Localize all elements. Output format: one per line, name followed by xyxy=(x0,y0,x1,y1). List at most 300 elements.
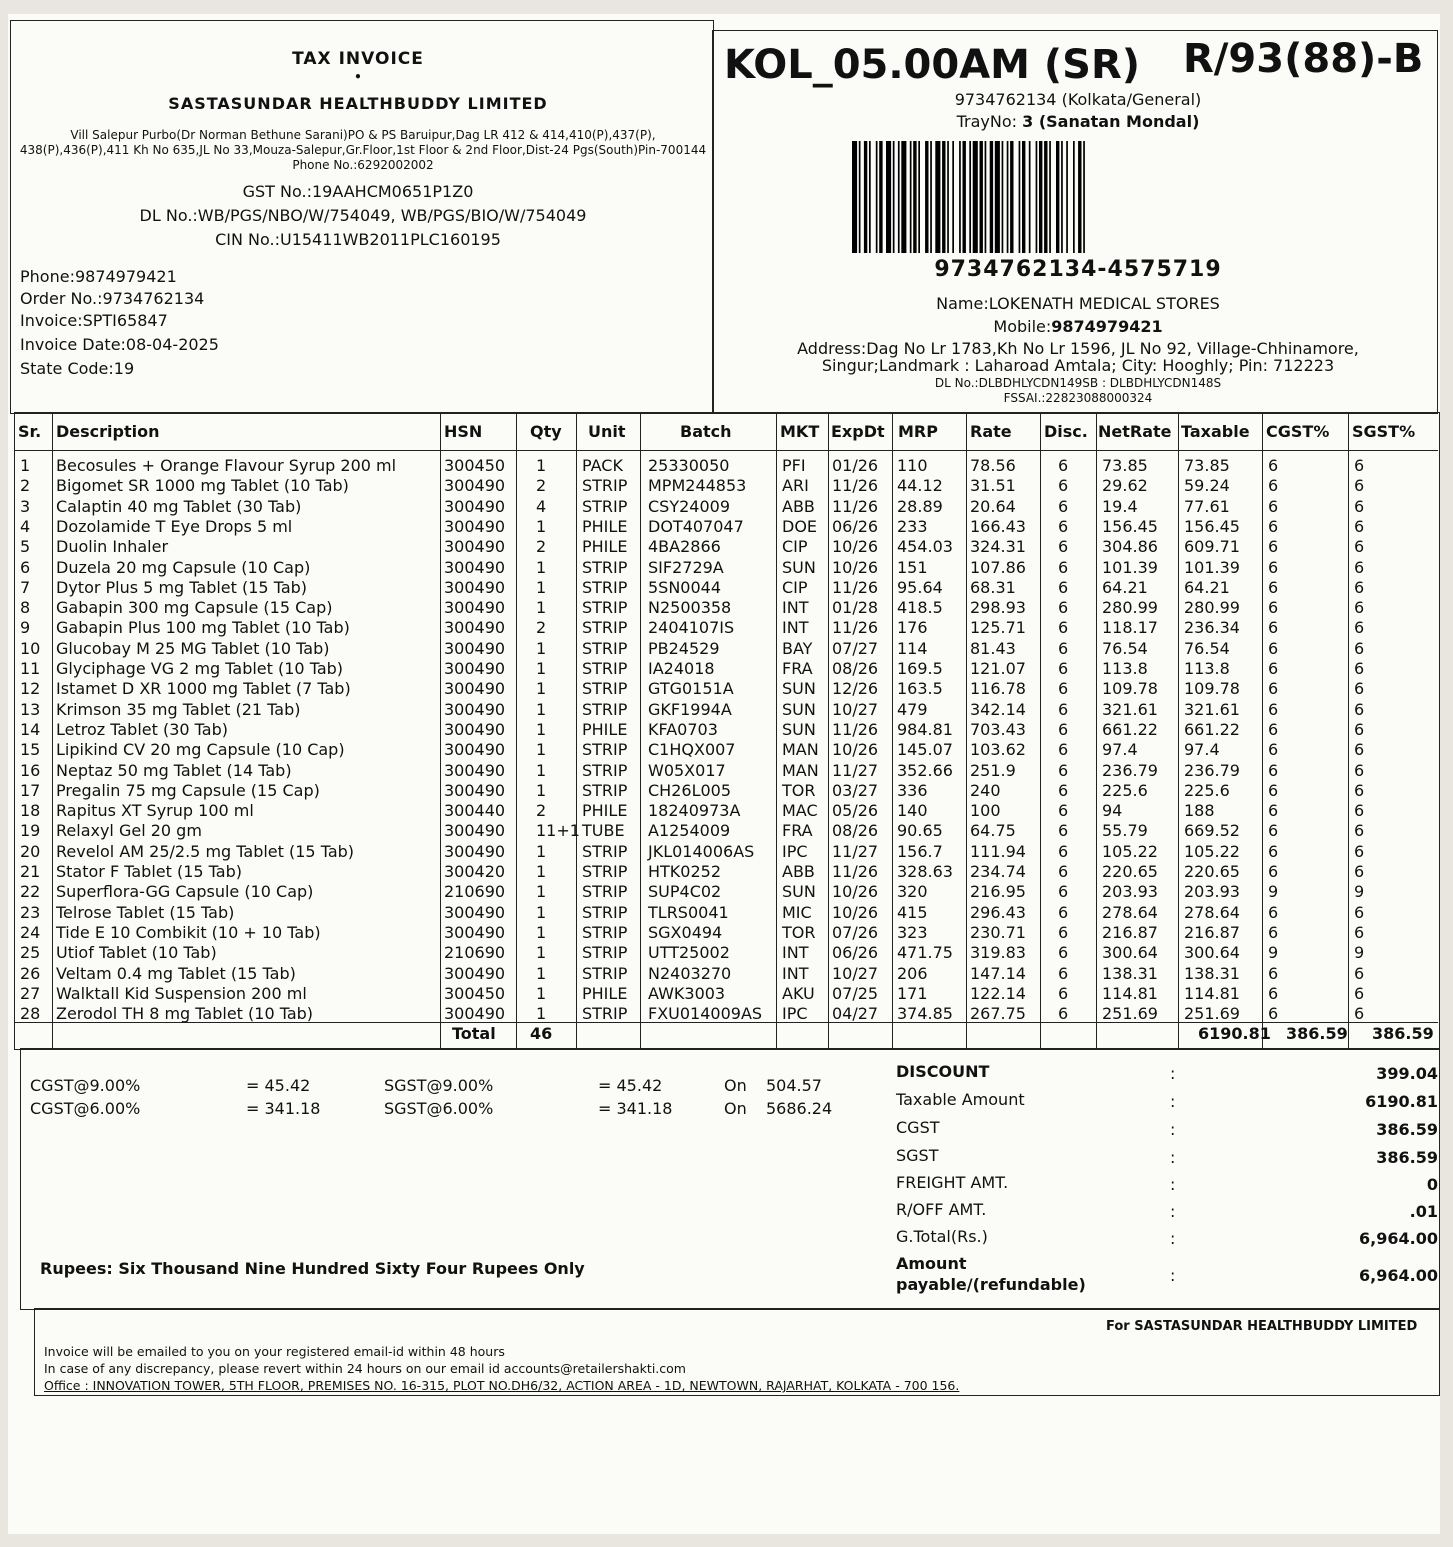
freight-value: 0 xyxy=(1426,1175,1438,1194)
cell-qty: 2 xyxy=(536,801,547,821)
cell-sgst: 6 xyxy=(1354,1004,1365,1024)
cell-hsn: 300490 xyxy=(444,780,506,800)
cell-mkt: INT xyxy=(782,598,809,618)
cell-rate: 81.43 xyxy=(970,638,1016,658)
cell-expdt: 11/27 xyxy=(832,760,879,780)
cell-unit: STRIP xyxy=(582,760,628,780)
cell-qty: 4 xyxy=(536,496,547,516)
mobile-value: 9874979421 xyxy=(1051,317,1163,336)
cell-rate: 234.74 xyxy=(970,862,1026,881)
table-row xyxy=(8,456,1440,476)
cell-rate: 240 xyxy=(970,780,1001,800)
cell-mkt: SUN xyxy=(782,679,816,699)
barcode-bar xyxy=(990,141,993,253)
bullet-icon: • xyxy=(354,70,362,84)
cell-hsn: 300490 xyxy=(444,719,506,739)
cell-disc: 6 xyxy=(1058,476,1069,496)
table-row xyxy=(8,537,1440,557)
cell-unit: STRIP xyxy=(582,618,628,638)
cell-rate: 100 xyxy=(970,801,1001,821)
cell-disc: 6 xyxy=(1058,760,1069,780)
cell-taxable: 59.24 xyxy=(1184,476,1230,496)
cell-disc: 6 xyxy=(1058,882,1069,902)
cell-mkt: ARI xyxy=(782,476,809,496)
cell-expdt: 06/26 xyxy=(832,516,879,536)
tray-value: 3 (Sanatan Mondal) xyxy=(1022,112,1200,131)
cell-rate: 342.14 xyxy=(970,699,1026,719)
cell-cgst: 9 xyxy=(1268,882,1279,902)
cell-expdt: 10/26 xyxy=(832,740,879,760)
cell-cgst: 6 xyxy=(1268,618,1279,638)
table-row xyxy=(8,517,1440,537)
cell-unit: STRIP xyxy=(582,699,628,719)
cell-batch: 5SN0044 xyxy=(648,577,722,597)
cell-qty: 1 xyxy=(536,780,547,800)
discount-value: 399.04 xyxy=(1376,1064,1438,1083)
cell-batch: 25330050 xyxy=(648,456,730,475)
table-row xyxy=(8,842,1440,862)
cell-mrp: 352.66 xyxy=(897,760,953,780)
barcode-bar xyxy=(893,141,895,253)
cell-hsn: 300490 xyxy=(444,618,506,638)
cell-batch: GKF1994A xyxy=(648,699,732,719)
cell-netrate: 114.81 xyxy=(1102,983,1158,1003)
barcode-bar xyxy=(942,141,945,253)
cell-disc: 6 xyxy=(1058,719,1069,739)
cell-taxable: 97.4 xyxy=(1184,740,1220,760)
phone: Phone:9874979421 xyxy=(20,267,177,286)
cell-rate: 78.56 xyxy=(970,456,1016,475)
cell-qty: 1 xyxy=(536,699,547,719)
cell-expdt: 04/27 xyxy=(832,1004,879,1024)
cell-qty: 1 xyxy=(536,679,547,699)
cell-mrp: 415 xyxy=(897,902,928,922)
cell-mkt: CIP xyxy=(782,577,808,597)
cell-sgst: 6 xyxy=(1354,963,1365,983)
cell-taxable: 216.87 xyxy=(1184,922,1240,942)
cell-batch: 2404107IS xyxy=(648,618,735,638)
cell-batch: IA24018 xyxy=(648,659,715,678)
cell-mkt: MIC xyxy=(782,902,812,922)
cell-cgst: 9 xyxy=(1268,943,1279,963)
invoice-sheet xyxy=(8,14,1440,1534)
cell-mrp: 171 xyxy=(897,983,928,1003)
dispatch-code: KOL_05.00AM (SR) xyxy=(724,42,1141,88)
cell-mkt: AKU xyxy=(782,983,815,1003)
cell-sr: 22 xyxy=(20,882,41,902)
cell-unit: STRIP xyxy=(582,659,628,678)
cell-netrate: 156.45 xyxy=(1102,516,1158,536)
cell-mrp: 151 xyxy=(897,557,928,577)
col-header-mkt: MKT xyxy=(780,422,820,441)
col-header-sr: Sr. xyxy=(18,422,42,441)
cell-expdt: 11/26 xyxy=(832,618,879,638)
cell-sgst: 6 xyxy=(1354,659,1365,678)
cell-sgst: 6 xyxy=(1354,638,1365,658)
cell-expdt: 11/26 xyxy=(832,476,879,496)
barcode-bar xyxy=(969,141,971,253)
cell-taxable: 321.61 xyxy=(1184,699,1240,719)
cell-sr: 1 xyxy=(20,456,31,475)
cell-sgst: 9 xyxy=(1354,882,1365,902)
customer-name: Name:LOKENATH MEDICAL STORES xyxy=(936,294,1220,313)
payable-label-2: payable/(refundable) xyxy=(896,1275,1086,1294)
cell-rate: 324.31 xyxy=(970,537,1026,557)
cell-netrate: 19.4 xyxy=(1102,496,1138,516)
cell-hsn: 300490 xyxy=(444,577,506,597)
barcode-bar xyxy=(910,141,912,253)
cell-cgst: 6 xyxy=(1268,516,1279,536)
cell-taxable: 203.93 xyxy=(1184,882,1240,902)
cell-sr: 16 xyxy=(20,760,41,780)
cell-mrp: 454.03 xyxy=(897,537,953,557)
cell-sgst: 6 xyxy=(1354,760,1365,780)
cell-description: Dozolamide T Eye Drops 5 ml xyxy=(56,516,293,536)
cell-unit: STRIP xyxy=(582,740,628,760)
cell-rate: 230.71 xyxy=(970,922,1026,942)
cell-qty: 1 xyxy=(536,719,547,739)
cell-taxable: 105.22 xyxy=(1184,841,1240,861)
cell-mkt: CIP xyxy=(782,537,808,557)
cell-taxable: 101.39 xyxy=(1184,557,1240,577)
cell-batch: N2500358 xyxy=(648,598,732,618)
cell-taxable: 225.6 xyxy=(1184,780,1230,800)
customer-dl: DL No.:DLBDHLYCDN149SB : DLBDHLYCDN148S xyxy=(934,376,1222,390)
cell-unit: PHILE xyxy=(582,537,628,557)
amount-in-words: Rupees: Six Thousand Nine Hundred Sixty Four Rupees Only xyxy=(40,1259,585,1278)
cell-sr: 28 xyxy=(20,1004,41,1024)
cell-hsn: 300490 xyxy=(444,659,506,678)
cell-sr: 19 xyxy=(20,821,41,841)
table-row xyxy=(8,1004,1440,1024)
barcode-number: 9734762134-4575719 xyxy=(934,257,1222,282)
cell-hsn: 300490 xyxy=(444,821,506,841)
cell-netrate: 97.4 xyxy=(1102,740,1138,760)
cell-sr: 15 xyxy=(20,740,41,760)
cell-cgst: 6 xyxy=(1268,557,1279,577)
cell-hsn: 300490 xyxy=(444,1004,506,1024)
cell-mkt: BAY xyxy=(782,638,813,658)
barcode-bar xyxy=(963,141,966,253)
cell-netrate: 203.93 xyxy=(1102,882,1158,902)
cell-taxable: 64.21 xyxy=(1184,577,1230,597)
cell-unit: STRIP xyxy=(582,841,628,861)
cell-unit: STRIP xyxy=(582,922,628,942)
cell-expdt: 01/26 xyxy=(832,456,879,475)
cell-sgst: 6 xyxy=(1354,821,1365,841)
cell-mkt: SUN xyxy=(782,719,816,739)
cell-mkt: PFI xyxy=(782,456,806,475)
cell-qty: 1 xyxy=(536,516,547,536)
cell-unit: STRIP xyxy=(582,902,628,922)
cell-qty: 1 xyxy=(536,841,547,861)
barcode-bar xyxy=(859,141,861,253)
cell-rate: 298.93 xyxy=(970,598,1026,618)
cell-description: Becosules + Orange Flavour Syrup 200 ml xyxy=(56,456,397,475)
cell-unit: STRIP xyxy=(582,943,628,963)
customer-mobile xyxy=(718,317,1438,336)
cell-batch: C1HQX007 xyxy=(648,740,736,760)
cell-taxable: 236.79 xyxy=(1184,760,1240,780)
cell-disc: 6 xyxy=(1058,638,1069,658)
cell-qty: 1 xyxy=(536,760,547,780)
cell-batch: W05X017 xyxy=(648,760,726,780)
cell-unit: STRIP xyxy=(582,496,628,516)
cell-netrate: 138.31 xyxy=(1102,963,1158,983)
table-row xyxy=(8,821,1440,841)
colon: : xyxy=(1170,1175,1176,1194)
cell-taxable: 114.81 xyxy=(1184,983,1240,1003)
cell-netrate: 278.64 xyxy=(1102,902,1158,922)
barcode-bar xyxy=(1002,141,1004,253)
barcode-bar xyxy=(1007,141,1009,253)
cell-expdt: 01/28 xyxy=(832,598,879,618)
cell-disc: 6 xyxy=(1058,780,1069,800)
cgst-6-amount: = 341.18 xyxy=(246,1099,321,1118)
cell-mrp: 95.64 xyxy=(897,577,943,597)
cgst-9-label: CGST@9.00% xyxy=(30,1076,141,1095)
cell-description: Duolin Inhaler xyxy=(56,537,169,557)
cell-rate: 116.78 xyxy=(970,679,1026,699)
sgst-value: 386.59 xyxy=(1376,1148,1438,1167)
cell-sr: 3 xyxy=(20,496,31,516)
customer-fssai: FSSAI.:22823088000324 xyxy=(1003,391,1153,405)
cell-cgst: 6 xyxy=(1268,679,1279,699)
cell-netrate: 109.78 xyxy=(1102,679,1158,699)
cell-mrp: 206 xyxy=(897,963,928,983)
cell-expdt: 05/26 xyxy=(832,801,879,821)
barcode-bar xyxy=(1061,141,1063,253)
taxable-amount-value: 6190.81 xyxy=(1365,1092,1438,1111)
invoice-number: Invoice:SPTI65847 xyxy=(20,311,168,330)
cell-description: Glyciphage VG 2 mg Tablet (10 Tab) xyxy=(56,659,344,678)
cell-description: Zerodol TH 8 mg Tablet (10 Tab) xyxy=(56,1004,314,1024)
cell-expdt: 10/26 xyxy=(832,557,879,577)
cell-sr: 12 xyxy=(20,679,41,699)
barcode-bar xyxy=(995,141,1000,253)
cell-disc: 6 xyxy=(1058,963,1069,983)
col-header-hsn: HSN xyxy=(444,422,483,441)
cell-cgst: 6 xyxy=(1268,598,1279,618)
cell-taxable: 76.54 xyxy=(1184,638,1230,658)
cell-unit: STRIP xyxy=(582,638,628,658)
cell-expdt: 07/25 xyxy=(832,983,879,1003)
cell-batch: SUP4C02 xyxy=(648,882,722,902)
cell-rate: 20.64 xyxy=(970,496,1016,516)
grand-total-label: G.Total(Rs.) xyxy=(896,1227,988,1246)
cell-qty: 1 xyxy=(536,577,547,597)
cell-netrate: 101.39 xyxy=(1102,557,1158,577)
cell-disc: 6 xyxy=(1058,537,1069,557)
table-row xyxy=(8,923,1440,943)
cell-hsn: 300490 xyxy=(444,557,506,577)
cin-number: CIN No.:U15411WB2011PLC160195 xyxy=(215,230,501,249)
cell-description: Lipikind CV 20 mg Capsule (10 Cap) xyxy=(56,740,345,760)
cell-disc: 6 xyxy=(1058,983,1069,1003)
cell-mrp: 145.07 xyxy=(897,740,953,760)
cell-disc: 6 xyxy=(1058,618,1069,638)
cell-qty: 1 xyxy=(536,983,547,1003)
cell-batch: UTT25002 xyxy=(648,943,730,963)
cell-hsn: 300420 xyxy=(444,862,506,881)
cell-qty: 1 xyxy=(536,862,547,881)
cell-sr: 4 xyxy=(20,516,31,536)
col-header-rate: Rate xyxy=(970,422,1012,441)
cell-netrate: 94 xyxy=(1102,801,1123,821)
cell-cgst: 6 xyxy=(1268,862,1279,881)
cell-sr: 21 xyxy=(20,862,41,881)
cell-disc: 6 xyxy=(1058,699,1069,719)
barcode-bar xyxy=(959,141,961,253)
cell-mkt: MAN xyxy=(782,740,819,760)
cell-mrp: 28.89 xyxy=(897,496,943,516)
cell-mrp: 479 xyxy=(897,699,928,719)
table-row xyxy=(8,639,1440,659)
cell-mkt: FRA xyxy=(782,659,813,678)
cell-sgst: 6 xyxy=(1354,598,1365,618)
barcode-bar xyxy=(1066,141,1068,253)
cell-disc: 6 xyxy=(1058,496,1069,516)
cell-taxable: 236.34 xyxy=(1184,618,1240,638)
discount-label: DISCOUNT xyxy=(896,1062,990,1081)
cell-sr: 18 xyxy=(20,801,41,821)
cell-taxable: 220.65 xyxy=(1184,862,1240,881)
cell-sr: 25 xyxy=(20,943,41,963)
cell-disc: 6 xyxy=(1058,902,1069,922)
cell-mrp: 320 xyxy=(897,882,928,902)
cell-expdt: 08/26 xyxy=(832,659,879,678)
cell-batch: A1254009 xyxy=(648,821,731,841)
cell-mrp: 336 xyxy=(897,780,928,800)
cell-expdt: 11/26 xyxy=(832,577,879,597)
cell-rate: 216.95 xyxy=(970,882,1026,902)
cell-qty: 1 xyxy=(536,882,547,902)
order-number: Order No.:9734762134 xyxy=(20,289,205,308)
cell-unit: PHILE xyxy=(582,719,628,739)
colon: : xyxy=(1170,1092,1176,1111)
cell-cgst: 6 xyxy=(1268,983,1279,1003)
cell-description: Veltam 0.4 mg Tablet (15 Tab) xyxy=(56,963,296,983)
col-header-mrp: MRP xyxy=(898,422,938,441)
cell-rate: 107.86 xyxy=(970,557,1026,577)
on-label: On xyxy=(724,1099,747,1118)
cell-expdt: 10/27 xyxy=(832,699,879,719)
cell-cgst: 6 xyxy=(1268,821,1279,841)
table-row xyxy=(8,578,1440,598)
cell-sgst: 6 xyxy=(1354,780,1365,800)
cell-expdt: 10/26 xyxy=(832,902,879,922)
table-row xyxy=(8,618,1440,638)
doc-title: TAX INVOICE xyxy=(292,49,424,69)
cell-sr: 10 xyxy=(20,638,41,658)
cell-hsn: 300450 xyxy=(444,983,506,1003)
tray-info xyxy=(718,112,1438,131)
cell-mrp: 233 xyxy=(897,516,928,536)
table-row xyxy=(8,801,1440,821)
cell-sgst: 6 xyxy=(1354,618,1365,638)
cell-mkt: MAN xyxy=(782,760,819,780)
cell-netrate: 251.69 xyxy=(1102,1004,1158,1024)
cell-mrp: 374.85 xyxy=(897,1004,953,1024)
cell-mkt: IPC xyxy=(782,1004,808,1024)
col-header-unit: Unit xyxy=(588,422,626,441)
invoice-date: Invoice Date:08-04-2025 xyxy=(20,335,219,354)
footer-office-address: Office : INNOVATION TOWER, 5TH FLOOR, PREMISES NO. 16-315, PLOT NO.DH6/32, ACTION AREA - 1D, NEWTOWN, RAJARHAT, KOLKATA - 700 156. xyxy=(44,1378,960,1393)
table-row xyxy=(8,679,1440,699)
roundoff-value: .01 xyxy=(1409,1202,1438,1221)
cell-batch: SGX0494 xyxy=(648,922,723,942)
cell-mrp: 90.65 xyxy=(897,821,943,841)
cell-batch: GTG0151A xyxy=(648,679,734,699)
route-code: R/93(88)-B xyxy=(1183,36,1424,82)
cell-mrp: 984.81 xyxy=(897,719,953,739)
cell-taxable: 251.69 xyxy=(1184,1004,1240,1024)
col-header-expdt: ExpDt xyxy=(831,422,885,441)
cell-description: Glucobay M 25 MG Tablet (10 Tab) xyxy=(56,638,330,658)
cell-unit: STRIP xyxy=(582,557,628,577)
taxable-amount-label: Taxable Amount xyxy=(896,1090,1025,1109)
customer-address-line1: Address:Dag No Lr 1783,Kh No Lr 1596, JL No 92, Village-Chhinamore, xyxy=(797,339,1359,358)
cell-unit: STRIP xyxy=(582,1004,628,1024)
cell-sgst: 6 xyxy=(1354,679,1365,699)
cell-disc: 6 xyxy=(1058,456,1069,475)
cell-description: Gabapin 300 mg Capsule (15 Cap) xyxy=(56,598,333,618)
cell-description: Utiof Tablet (10 Tab) xyxy=(56,943,217,963)
cell-mkt: FRA xyxy=(782,821,813,841)
col-header-taxable: Taxable xyxy=(1181,422,1250,441)
cell-qty: 1 xyxy=(536,740,547,760)
payable-label: Amount xyxy=(896,1254,967,1273)
cell-rate: 64.75 xyxy=(970,821,1016,841)
barcode-bar xyxy=(1056,141,1059,253)
sgst-9-label: SGST@9.00% xyxy=(384,1076,494,1095)
cell-cgst: 6 xyxy=(1268,577,1279,597)
cell-sgst: 6 xyxy=(1354,902,1365,922)
table-row xyxy=(8,903,1440,923)
cell-rate: 125.71 xyxy=(970,618,1026,638)
cell-rate: 31.51 xyxy=(970,476,1016,496)
cell-unit: STRIP xyxy=(582,862,628,881)
cell-hsn: 300490 xyxy=(444,841,506,861)
cell-cgst: 6 xyxy=(1268,496,1279,516)
cell-sgst: 6 xyxy=(1354,577,1365,597)
cell-hsn: 300490 xyxy=(444,902,506,922)
table-row xyxy=(8,740,1440,760)
cell-cgst: 6 xyxy=(1268,699,1279,719)
cell-batch: SIF2729A xyxy=(648,557,724,577)
barcode-bar xyxy=(876,141,878,253)
cell-rate: 121.07 xyxy=(970,659,1026,678)
barcode-bar xyxy=(980,141,983,253)
cell-disc: 6 xyxy=(1058,922,1069,942)
table-row xyxy=(8,882,1440,902)
freight-label: FREIGHT AMT. xyxy=(896,1173,1009,1192)
cell-expdt: 06/26 xyxy=(832,943,879,963)
cell-rate: 703.43 xyxy=(970,719,1026,739)
cell-rate: 267.75 xyxy=(970,1004,1026,1024)
cell-disc: 6 xyxy=(1058,659,1069,678)
barcode-bar xyxy=(947,141,949,253)
cell-netrate: 661.22 xyxy=(1102,719,1158,739)
cell-rate: 111.94 xyxy=(970,841,1026,861)
col-header-disc: Disc. xyxy=(1044,422,1088,441)
total-taxable: 6190.81 xyxy=(1198,1024,1271,1043)
cgst-6-label: CGST@6.00% xyxy=(30,1099,141,1118)
cell-hsn: 300450 xyxy=(444,456,506,475)
cell-taxable: 73.85 xyxy=(1184,456,1230,475)
colon: : xyxy=(1170,1202,1176,1221)
cell-cgst: 6 xyxy=(1268,537,1279,557)
